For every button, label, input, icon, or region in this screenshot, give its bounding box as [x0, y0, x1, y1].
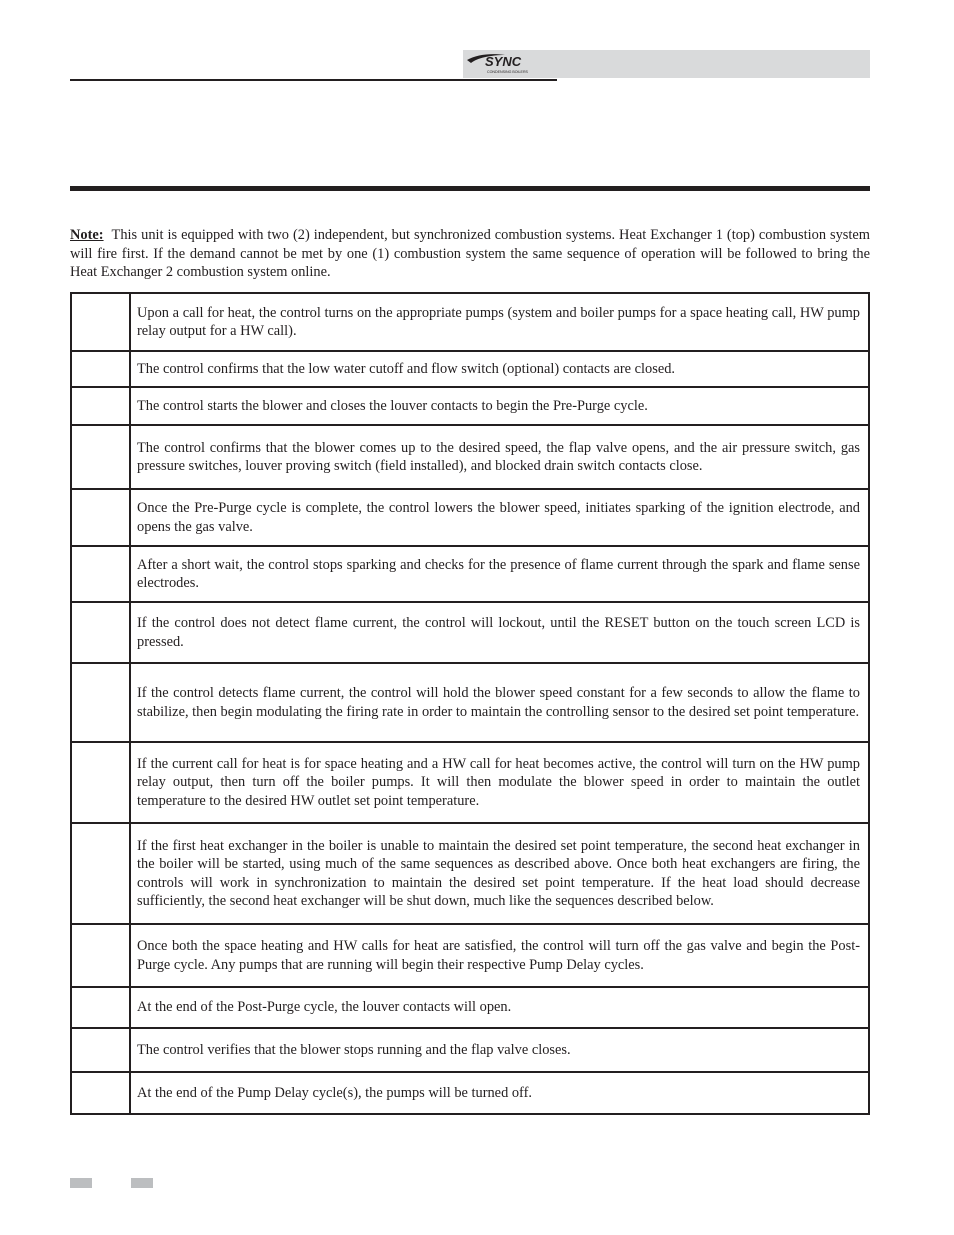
step-number-cell — [71, 1072, 130, 1114]
table-row — [71, 351, 869, 387]
table-row — [71, 293, 869, 351]
step-number-cell — [71, 742, 130, 823]
step-number-cell — [71, 351, 130, 387]
note-paragraph — [70, 226, 870, 282]
table-row — [71, 602, 869, 663]
step-text: The control starts the blower and closes the louver contacts to begin the Pre-Purge cycle. — [130, 387, 869, 425]
table-row — [71, 987, 869, 1028]
table-row — [71, 1028, 869, 1072]
table-row — [71, 663, 869, 742]
footer-tab-left — [70, 1178, 92, 1188]
step-text: Upon a call for heat, the control turns on the appropriate pumps (system and boiler pumps for a space heating call, HW pump relay output for a HW call). — [130, 293, 869, 351]
step-number-cell — [71, 924, 130, 987]
step-number-cell — [71, 387, 130, 425]
table-row — [71, 387, 869, 425]
step-text: At the end of the Post-Purge cycle, the louver contacts will open. — [130, 987, 869, 1028]
step-number-cell — [71, 293, 130, 351]
step-number-cell — [71, 1028, 130, 1072]
header-rule — [70, 79, 557, 81]
note-text: This unit is equipped with two (2) independent, but synchronized combustion systems. Heat Exchanger 1 (top) combustion system will fire first. If the demand cannot be met by one (1) combustion system the same sequence of operation will be followed to bring the Heat Exchanger 2 combustion system online. — [70, 227, 870, 280]
step-number-cell — [71, 489, 130, 546]
step-number-cell — [71, 425, 130, 489]
step-text: The control confirms that the blower comes up to the desired speed, the flap valve opens, and the air pressure switch, gas pressure switches, louver proving switch (field installed), and blocked drain switch contacts close. — [130, 425, 869, 489]
note-label: Note: — [70, 227, 104, 243]
step-text: If the control detects flame current, the control will hold the blower speed constant for a few seconds to allow the flame to stabilize, then begin modulating the firing rate in order to maintain the controlling sensor to the desired set point temperature. — [130, 663, 869, 742]
step-text: Once both the space heating and HW calls for heat are satisfied, the control will turn off the gas valve and begin the Post-Purge cycle. Any pumps that are running will begin their respective Pump Delay cycles. — [130, 924, 869, 987]
table-row — [71, 546, 869, 602]
step-number-cell — [71, 987, 130, 1028]
table-row — [71, 742, 869, 823]
table-row — [71, 425, 869, 489]
table-row — [71, 1072, 869, 1114]
step-text: If the first heat exchanger in the boiler is unable to maintain the desired set point temperature, the second heat exchanger in the boiler will be started, using much of the same sequences as described above. Once both heat exchangers are firing, the controls will work in synchronization to maintain the desired set point temperature. If the heat load should decrease sufficiently, the second heat exchanger will be shut down, much like the sequences described below. — [130, 823, 869, 924]
step-number-cell — [71, 663, 130, 742]
step-text: The control confirms that the low water cutoff and flow switch (optional) contacts are closed. — [130, 351, 869, 387]
sync-logo — [465, 52, 535, 76]
table-row — [71, 489, 869, 546]
step-text: After a short wait, the control stops sparking and checks for the presence of flame current through the spark and flame sense electrodes. — [130, 546, 869, 602]
table-row — [71, 823, 869, 924]
footer-tab-right — [131, 1178, 153, 1188]
step-number-cell — [71, 823, 130, 924]
step-text: At the end of the Pump Delay cycle(s), the pumps will be turned off. — [130, 1072, 869, 1114]
table-row — [71, 924, 869, 987]
step-text: The control verifies that the blower stops running and the flap valve closes. — [130, 1028, 869, 1072]
step-text: Once the Pre-Purge cycle is complete, the control lowers the blower speed, initiates sparking of the ignition electrode, and opens the gas valve. — [130, 489, 869, 546]
step-text: If the control does not detect flame current, the control will lockout, until the RESET button on the touch screen LCD is pressed. — [130, 602, 869, 663]
step-number-cell — [71, 546, 130, 602]
section-rule — [70, 186, 870, 191]
step-number-cell — [71, 602, 130, 663]
sequence-table — [70, 292, 870, 1115]
logo-wordmark: SYNC — [485, 54, 522, 69]
step-text: If the current call for heat is for space heating and a HW call for heat becomes active, the control will turn on the HW pump relay output, then turn off the boiler pumps. It will then modulate the blower speed in order to maintain the outlet temperature to the desired HW outlet set point temperature. — [130, 742, 869, 823]
logo-tagline: CONDENSING BOILERS — [487, 70, 528, 74]
